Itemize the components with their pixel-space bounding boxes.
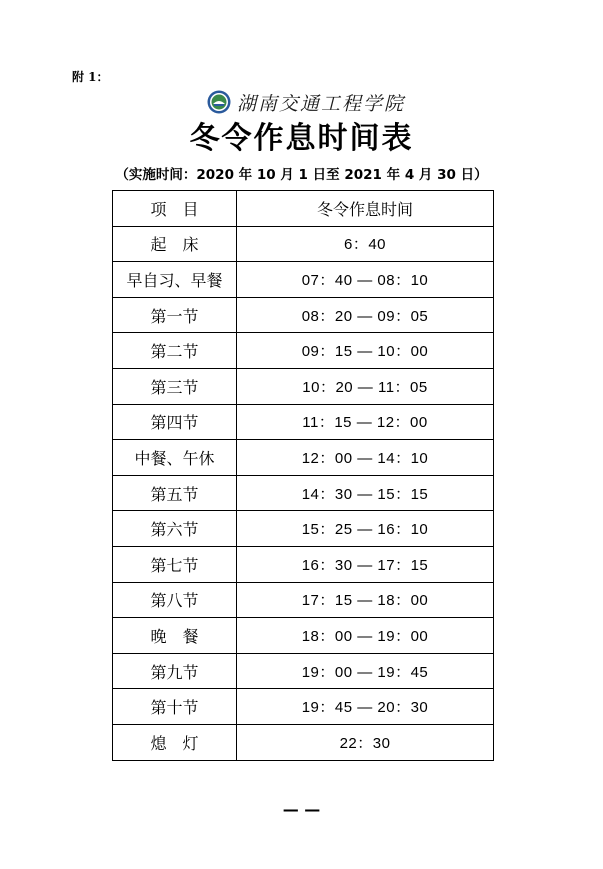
column-header-time: 冬令作息时间 xyxy=(237,191,494,227)
schedule-time: 07：40 — 08：10 xyxy=(237,262,494,298)
schedule-time: 14：30 — 15：15 xyxy=(237,475,494,511)
table-row xyxy=(113,546,494,582)
table-row xyxy=(113,511,494,547)
schedule-item: 第六节 xyxy=(113,511,237,547)
schedule-time: 16：30 — 17：15 xyxy=(237,546,494,582)
schedule-time: 19：00 — 19：45 xyxy=(237,653,494,689)
schedule-time: 6：40 xyxy=(237,226,494,262)
table-row xyxy=(113,226,494,262)
schedule-item: 第二节 xyxy=(113,333,237,369)
schedule-time: 22：30 xyxy=(237,724,494,760)
school-emblem-icon xyxy=(207,90,231,114)
schedule-item: 第五节 xyxy=(113,475,237,511)
schedule-table xyxy=(112,190,494,761)
schedule-item: 第三节 xyxy=(113,368,237,404)
table-row xyxy=(113,689,494,725)
page-number: — — xyxy=(282,800,321,819)
schedule-item: 晚 餐 xyxy=(113,618,237,654)
table-row xyxy=(113,724,494,760)
schedule-item: 第十节 xyxy=(113,689,237,725)
schedule-item: 熄 灯 xyxy=(113,724,237,760)
table-row xyxy=(113,333,494,369)
school-name: 湖南交通工程学院 xyxy=(237,92,406,115)
schedule-item: 中餐、午休 xyxy=(113,440,237,476)
table-row xyxy=(113,368,494,404)
table-row xyxy=(113,440,494,476)
schedule-time: 09：15 — 10：00 xyxy=(237,333,494,369)
table-row xyxy=(113,475,494,511)
school-header xyxy=(207,88,405,116)
schedule-time: 12：00 — 14：10 xyxy=(237,440,494,476)
schedule-period: （实施时间：2020 年 10 月 1 日至 2021 年 4 月 30 日） xyxy=(115,167,488,183)
schedule-time: 08：20 — 09：05 xyxy=(237,297,494,333)
table-row xyxy=(113,653,494,689)
schedule-item: 第四节 xyxy=(113,404,237,440)
attachment-label: 附 1： xyxy=(72,70,109,84)
schedule-item: 第七节 xyxy=(113,546,237,582)
schedule-time: 11：15 — 12：00 xyxy=(237,404,494,440)
table-row xyxy=(113,582,494,618)
page-title: 冬令作息时间表 xyxy=(189,121,414,156)
table-row xyxy=(113,618,494,654)
schedule-item: 起 床 xyxy=(113,226,237,262)
schedule-time: 17：15 — 18：00 xyxy=(237,582,494,618)
schedule-item: 第八节 xyxy=(113,582,237,618)
schedule-time: 18：00 — 19：00 xyxy=(237,618,494,654)
schedule-time: 19：45 — 20：30 xyxy=(237,689,494,725)
schedule-item: 第九节 xyxy=(113,653,237,689)
table-row xyxy=(113,297,494,333)
schedule-item: 早自习、早餐 xyxy=(113,262,237,298)
table-row xyxy=(113,404,494,440)
column-header-item: 项 目 xyxy=(113,191,237,227)
schedule-time: 10：20 — 11：05 xyxy=(237,368,494,404)
schedule-item: 第一节 xyxy=(113,297,237,333)
table-row xyxy=(113,262,494,298)
table-header-row xyxy=(113,191,494,227)
schedule-time: 15：25 — 16：10 xyxy=(237,511,494,547)
